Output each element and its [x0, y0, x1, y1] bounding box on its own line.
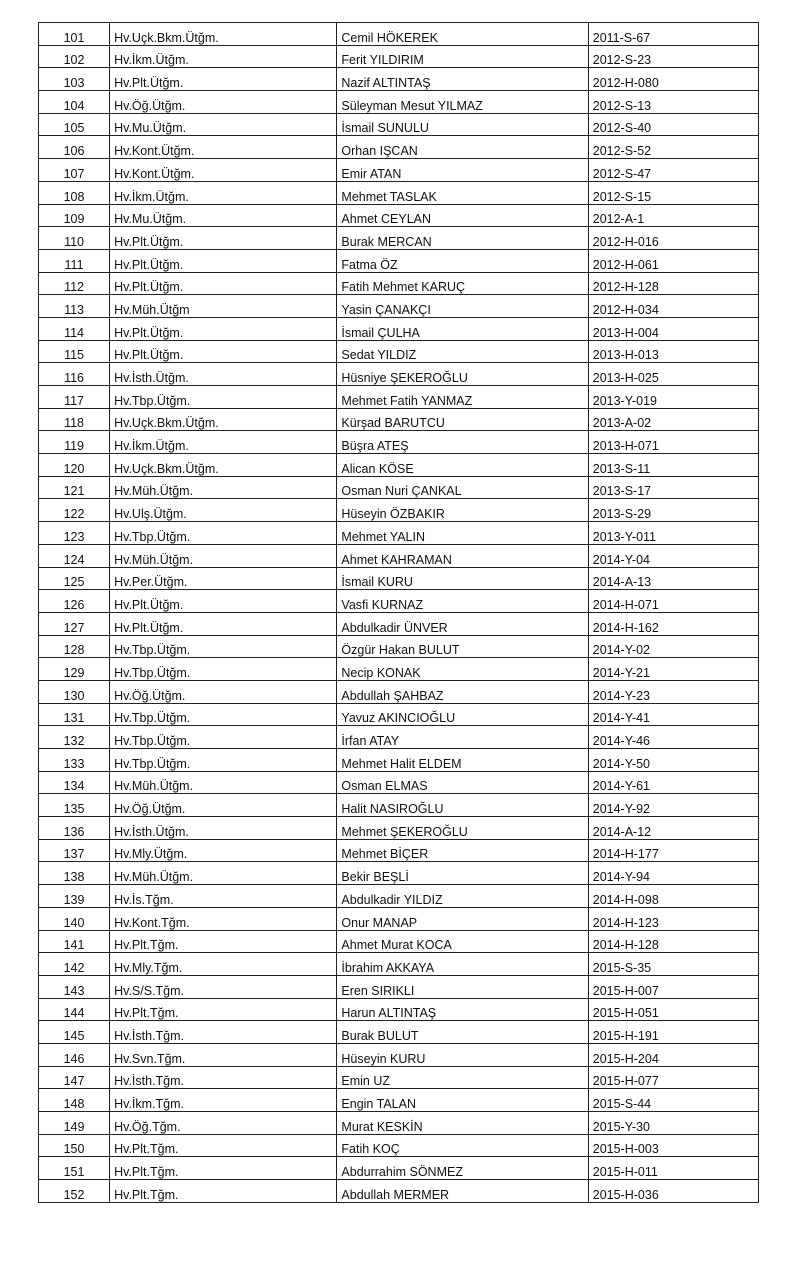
full-name-cell: Kürşad BARUTCU	[337, 408, 588, 431]
registry-code-cell: 2013-S-17	[588, 476, 758, 499]
rank-cell: Hv.Kont.Ütğm.	[110, 159, 337, 182]
personnel-table-body	[39, 23, 759, 1203]
full-name-cell: Engin TALAN	[337, 1089, 588, 1112]
full-name-cell: Sedat YILDIZ	[337, 340, 588, 363]
full-name-cell: Abdullah MERMER	[337, 1180, 588, 1203]
rank-cell: Hv.Plt.Ütğm.	[110, 612, 337, 635]
rank-cell: Hv.Plt.Ütğm.	[110, 227, 337, 250]
registry-code-cell: 2015-H-077	[588, 1066, 758, 1089]
row-number-cell: 117	[39, 386, 110, 409]
table-row	[39, 1089, 759, 1112]
table-row	[39, 317, 759, 340]
full-name-cell: Murat KESKİN	[337, 1112, 588, 1135]
registry-code-cell: 2015-S-44	[588, 1089, 758, 1112]
row-number-cell: 151	[39, 1157, 110, 1180]
full-name-cell: Süleyman Mesut YILMAZ	[337, 91, 588, 114]
row-number-cell: 122	[39, 499, 110, 522]
table-row	[39, 544, 759, 567]
table-row	[39, 590, 759, 613]
full-name-cell: Eren SIRIKLI	[337, 975, 588, 998]
full-name-cell: Abdurrahim SÖNMEZ	[337, 1157, 588, 1180]
registry-code-cell: 2014-H-128	[588, 930, 758, 953]
row-number-cell: 102	[39, 45, 110, 68]
table-row	[39, 567, 759, 590]
full-name-cell: Mehmet YALIN	[337, 522, 588, 545]
registry-code-cell: 2015-Y-30	[588, 1112, 758, 1135]
rank-cell: Hv.Öğ.Ütğm.	[110, 680, 337, 703]
row-number-cell: 125	[39, 567, 110, 590]
table-row	[39, 136, 759, 159]
table-row	[39, 408, 759, 431]
full-name-cell: Osman ELMAS	[337, 771, 588, 794]
registry-code-cell: 2014-Y-50	[588, 749, 758, 772]
rank-cell: Hv.Müh.Ütğm.	[110, 771, 337, 794]
full-name-cell: Ahmet Murat KOCA	[337, 930, 588, 953]
rank-cell: Hv.Müh.Ütğm	[110, 295, 337, 318]
table-row	[39, 454, 759, 477]
full-name-cell: Nazif ALTINTAŞ	[337, 68, 588, 91]
rank-cell: Hv.İsth.Ütğm.	[110, 363, 337, 386]
row-number-cell: 129	[39, 658, 110, 681]
row-number-cell: 112	[39, 272, 110, 295]
table-row	[39, 771, 759, 794]
rank-cell: Hv.Öğ.Ütğm.	[110, 794, 337, 817]
rank-cell: Hv.Mu.Ütğm.	[110, 204, 337, 227]
row-number-cell: 130	[39, 680, 110, 703]
table-row	[39, 522, 759, 545]
rank-cell: Hv.Uçk.Bkm.Ütğm.	[110, 23, 337, 46]
registry-code-cell: 2013-S-11	[588, 454, 758, 477]
rank-cell: Hv.Tbp.Ütğm.	[110, 658, 337, 681]
row-number-cell: 119	[39, 431, 110, 454]
registry-code-cell: 2014-Y-23	[588, 680, 758, 703]
registry-code-cell: 2011-S-67	[588, 23, 758, 46]
rank-cell: Hv.Svn.Tğm.	[110, 1043, 337, 1066]
full-name-cell: İsmail SUNULU	[337, 113, 588, 136]
registry-code-cell: 2013-Y-019	[588, 386, 758, 409]
rank-cell: Hv.İkm.Ütğm.	[110, 431, 337, 454]
registry-code-cell: 2015-H-036	[588, 1180, 758, 1203]
row-number-cell: 127	[39, 612, 110, 635]
table-row	[39, 703, 759, 726]
rank-cell: Hv.Plt.Tğm.	[110, 1180, 337, 1203]
table-row	[39, 1134, 759, 1157]
table-row	[39, 340, 759, 363]
rank-cell: Hv.Plt.Tğm.	[110, 1157, 337, 1180]
full-name-cell: Yasin ÇANAKÇI	[337, 295, 588, 318]
rank-cell: Hv.Uçk.Bkm.Ütğm.	[110, 454, 337, 477]
registry-code-cell: 2013-H-025	[588, 363, 758, 386]
full-name-cell: Hüseyin ÖZBAKIR	[337, 499, 588, 522]
table-row	[39, 1043, 759, 1066]
row-number-cell: 131	[39, 703, 110, 726]
table-row	[39, 363, 759, 386]
full-name-cell: Ahmet KAHRAMAN	[337, 544, 588, 567]
rank-cell: Hv.İsth.Tğm.	[110, 1066, 337, 1089]
table-row	[39, 476, 759, 499]
table-row	[39, 499, 759, 522]
row-number-cell: 115	[39, 340, 110, 363]
registry-code-cell: 2012-H-080	[588, 68, 758, 91]
full-name-cell: Abdulkadir ÜNVER	[337, 612, 588, 635]
row-number-cell: 148	[39, 1089, 110, 1112]
registry-code-cell: 2014-H-123	[588, 907, 758, 930]
full-name-cell: Fatih KOÇ	[337, 1134, 588, 1157]
rank-cell: Hv.Tbp.Ütğm.	[110, 749, 337, 772]
full-name-cell: Harun ALTINTAŞ	[337, 998, 588, 1021]
row-number-cell: 111	[39, 249, 110, 272]
table-row	[39, 862, 759, 885]
table-row	[39, 181, 759, 204]
table-row	[39, 159, 759, 182]
row-number-cell: 108	[39, 181, 110, 204]
row-number-cell: 116	[39, 363, 110, 386]
rank-cell: Hv.Tbp.Ütğm.	[110, 635, 337, 658]
full-name-cell: Emin UZ	[337, 1066, 588, 1089]
row-number-cell: 149	[39, 1112, 110, 1135]
rank-cell: Hv.İsth.Ütğm.	[110, 817, 337, 840]
registry-code-cell: 2015-H-191	[588, 1021, 758, 1044]
row-number-cell: 152	[39, 1180, 110, 1203]
rank-cell: Hv.Tbp.Ütğm.	[110, 726, 337, 749]
table-row	[39, 749, 759, 772]
rank-cell: Hv.Mly.Ütğm.	[110, 839, 337, 862]
registry-code-cell: 2013-S-29	[588, 499, 758, 522]
table-row	[39, 68, 759, 91]
table-row	[39, 1066, 759, 1089]
full-name-cell: Mehmet ŞEKEROĞLU	[337, 817, 588, 840]
full-name-cell: Orhan IŞCAN	[337, 136, 588, 159]
row-number-cell: 123	[39, 522, 110, 545]
rank-cell: Hv.S/S.Tğm.	[110, 975, 337, 998]
full-name-cell: Ahmet CEYLAN	[337, 204, 588, 227]
rank-cell: Hv.Plt.Ütğm.	[110, 68, 337, 91]
registry-code-cell: 2013-A-02	[588, 408, 758, 431]
row-number-cell: 132	[39, 726, 110, 749]
table-row	[39, 113, 759, 136]
table-row	[39, 272, 759, 295]
rank-cell: Hv.Tbp.Ütğm.	[110, 522, 337, 545]
full-name-cell: Fatma ÖZ	[337, 249, 588, 272]
registry-code-cell: 2012-S-40	[588, 113, 758, 136]
table-row	[39, 91, 759, 114]
rank-cell: Hv.Öğ.Ütğm.	[110, 91, 337, 114]
table-row	[39, 885, 759, 908]
registry-code-cell: 2014-Y-41	[588, 703, 758, 726]
registry-code-cell: 2012-A-1	[588, 204, 758, 227]
registry-code-cell: 2013-H-071	[588, 431, 758, 454]
registry-code-cell: 2012-H-128	[588, 272, 758, 295]
registry-code-cell: 2014-Y-04	[588, 544, 758, 567]
table-row	[39, 794, 759, 817]
registry-code-cell: 2015-H-003	[588, 1134, 758, 1157]
full-name-cell: Fatih Mehmet KARUÇ	[337, 272, 588, 295]
table-row	[39, 839, 759, 862]
row-number-cell: 144	[39, 998, 110, 1021]
full-name-cell: İrfan ATAY	[337, 726, 588, 749]
registry-code-cell: 2012-H-034	[588, 295, 758, 318]
registry-code-cell: 2014-A-12	[588, 817, 758, 840]
row-number-cell: 137	[39, 839, 110, 862]
personnel-table	[38, 22, 759, 1203]
registry-code-cell: 2014-H-098	[588, 885, 758, 908]
registry-code-cell: 2012-H-061	[588, 249, 758, 272]
table-row	[39, 1112, 759, 1135]
rank-cell: Hv.İkm.Tğm.	[110, 1089, 337, 1112]
row-number-cell: 135	[39, 794, 110, 817]
rank-cell: Hv.Öğ.Tğm.	[110, 1112, 337, 1135]
row-number-cell: 104	[39, 91, 110, 114]
rank-cell: Hv.Müh.Ütğm.	[110, 862, 337, 885]
row-number-cell: 110	[39, 227, 110, 250]
registry-code-cell: 2014-H-162	[588, 612, 758, 635]
full-name-cell: Emir ATAN	[337, 159, 588, 182]
full-name-cell: Cemil HÖKEREK	[337, 23, 588, 46]
table-row	[39, 23, 759, 46]
full-name-cell: Ferit YILDIRIM	[337, 45, 588, 68]
row-number-cell: 106	[39, 136, 110, 159]
table-row	[39, 817, 759, 840]
row-number-cell: 120	[39, 454, 110, 477]
registry-code-cell: 2013-H-004	[588, 317, 758, 340]
full-name-cell: Necip KONAK	[337, 658, 588, 681]
full-name-cell: Vasfi KURNAZ	[337, 590, 588, 613]
full-name-cell: Halit NASIROĞLU	[337, 794, 588, 817]
table-row	[39, 998, 759, 1021]
registry-code-cell: 2013-H-013	[588, 340, 758, 363]
full-name-cell: Yavuz AKINCIOĞLU	[337, 703, 588, 726]
row-number-cell: 114	[39, 317, 110, 340]
table-row	[39, 45, 759, 68]
full-name-cell: Abdullah ŞAHBAZ	[337, 680, 588, 703]
table-row	[39, 907, 759, 930]
row-number-cell: 113	[39, 295, 110, 318]
full-name-cell: Mehmet BİÇER	[337, 839, 588, 862]
table-row	[39, 249, 759, 272]
row-number-cell: 150	[39, 1134, 110, 1157]
registry-code-cell: 2012-S-23	[588, 45, 758, 68]
row-number-cell: 118	[39, 408, 110, 431]
registry-code-cell: 2012-S-13	[588, 91, 758, 114]
row-number-cell: 139	[39, 885, 110, 908]
rank-cell: Hv.Mly.Tğm.	[110, 953, 337, 976]
row-number-cell: 138	[39, 862, 110, 885]
rank-cell: Hv.İkm.Ütğm.	[110, 181, 337, 204]
rank-cell: Hv.Plt.Tğm.	[110, 930, 337, 953]
rank-cell: Hv.Plt.Ütğm.	[110, 272, 337, 295]
row-number-cell: 105	[39, 113, 110, 136]
registry-code-cell: 2014-H-071	[588, 590, 758, 613]
table-row	[39, 680, 759, 703]
registry-code-cell: 2012-H-016	[588, 227, 758, 250]
row-number-cell: 143	[39, 975, 110, 998]
full-name-cell: İsmail KURU	[337, 567, 588, 590]
full-name-cell: Hüsniye ŞEKEROĞLU	[337, 363, 588, 386]
registry-code-cell: 2015-H-051	[588, 998, 758, 1021]
registry-code-cell: 2014-Y-92	[588, 794, 758, 817]
full-name-cell: Abdulkadir YILDIZ	[337, 885, 588, 908]
table-row	[39, 726, 759, 749]
rank-cell: Hv.İsth.Tğm.	[110, 1021, 337, 1044]
row-number-cell: 140	[39, 907, 110, 930]
rank-cell: Hv.Uçk.Bkm.Ütğm.	[110, 408, 337, 431]
registry-code-cell: 2014-Y-02	[588, 635, 758, 658]
full-name-cell: Büşra ATEŞ	[337, 431, 588, 454]
registry-code-cell: 2014-Y-94	[588, 862, 758, 885]
row-number-cell: 109	[39, 204, 110, 227]
table-row	[39, 975, 759, 998]
registry-code-cell: 2014-A-13	[588, 567, 758, 590]
full-name-cell: Burak BULUT	[337, 1021, 588, 1044]
registry-code-cell: 2012-S-15	[588, 181, 758, 204]
table-row	[39, 431, 759, 454]
row-number-cell: 146	[39, 1043, 110, 1066]
rank-cell: Hv.Plt.Ütğm.	[110, 590, 337, 613]
registry-code-cell: 2012-S-47	[588, 159, 758, 182]
registry-code-cell: 2015-S-35	[588, 953, 758, 976]
table-row	[39, 635, 759, 658]
rank-cell: Hv.Plt.Tğm.	[110, 1134, 337, 1157]
row-number-cell: 145	[39, 1021, 110, 1044]
rank-cell: Hv.Plt.Tğm.	[110, 998, 337, 1021]
table-row	[39, 204, 759, 227]
row-number-cell: 107	[39, 159, 110, 182]
table-row	[39, 1021, 759, 1044]
rank-cell: Hv.Kont.Ütğm.	[110, 136, 337, 159]
full-name-cell: Özgür Hakan BULUT	[337, 635, 588, 658]
table-row	[39, 930, 759, 953]
full-name-cell: Mehmet TASLAK	[337, 181, 588, 204]
row-number-cell: 142	[39, 953, 110, 976]
rank-cell: Hv.Tbp.Ütğm.	[110, 386, 337, 409]
table-row	[39, 386, 759, 409]
rank-cell: Hv.İkm.Ütğm.	[110, 45, 337, 68]
full-name-cell: İsmail ÇULHA	[337, 317, 588, 340]
rank-cell: Hv.Kont.Tğm.	[110, 907, 337, 930]
row-number-cell: 141	[39, 930, 110, 953]
rank-cell: Hv.Plt.Ütğm.	[110, 317, 337, 340]
row-number-cell: 126	[39, 590, 110, 613]
full-name-cell: Mehmet Fatih YANMAZ	[337, 386, 588, 409]
table-row	[39, 227, 759, 250]
full-name-cell: Bekir BEŞLİ	[337, 862, 588, 885]
table-row	[39, 1180, 759, 1203]
table-row	[39, 1157, 759, 1180]
registry-code-cell: 2014-H-177	[588, 839, 758, 862]
personnel-list-page	[38, 22, 759, 1203]
table-row	[39, 295, 759, 318]
registry-code-cell: 2014-Y-61	[588, 771, 758, 794]
registry-code-cell: 2013-Y-011	[588, 522, 758, 545]
row-number-cell: 128	[39, 635, 110, 658]
full-name-cell: İbrahim AKKAYA	[337, 953, 588, 976]
full-name-cell: Mehmet Halit ELDEM	[337, 749, 588, 772]
row-number-cell: 133	[39, 749, 110, 772]
row-number-cell: 121	[39, 476, 110, 499]
row-number-cell: 134	[39, 771, 110, 794]
registry-code-cell: 2014-Y-46	[588, 726, 758, 749]
registry-code-cell: 2015-H-204	[588, 1043, 758, 1066]
registry-code-cell: 2015-H-011	[588, 1157, 758, 1180]
rank-cell: Hv.Müh.Ütğm.	[110, 544, 337, 567]
row-number-cell: 147	[39, 1066, 110, 1089]
row-number-cell: 124	[39, 544, 110, 567]
rank-cell: Hv.Tbp.Ütğm.	[110, 703, 337, 726]
full-name-cell: Burak MERCAN	[337, 227, 588, 250]
registry-code-cell: 2015-H-007	[588, 975, 758, 998]
rank-cell: Hv.Müh.Ütğm.	[110, 476, 337, 499]
full-name-cell: Alican KÖSE	[337, 454, 588, 477]
rank-cell: Hv.Plt.Ütğm.	[110, 340, 337, 363]
registry-code-cell: 2012-S-52	[588, 136, 758, 159]
full-name-cell: Onur MANAP	[337, 907, 588, 930]
registry-code-cell: 2014-Y-21	[588, 658, 758, 681]
rank-cell: Hv.Per.Ütğm.	[110, 567, 337, 590]
full-name-cell: Osman Nuri ÇANKAL	[337, 476, 588, 499]
rank-cell: Hv.İs.Tğm.	[110, 885, 337, 908]
table-row	[39, 658, 759, 681]
rank-cell: Hv.Plt.Ütğm.	[110, 249, 337, 272]
full-name-cell: Hüseyin KURU	[337, 1043, 588, 1066]
row-number-cell: 103	[39, 68, 110, 91]
table-row	[39, 953, 759, 976]
row-number-cell: 101	[39, 23, 110, 46]
table-row	[39, 612, 759, 635]
row-number-cell: 136	[39, 817, 110, 840]
rank-cell: Hv.Ulş.Ütğm.	[110, 499, 337, 522]
rank-cell: Hv.Mu.Ütğm.	[110, 113, 337, 136]
